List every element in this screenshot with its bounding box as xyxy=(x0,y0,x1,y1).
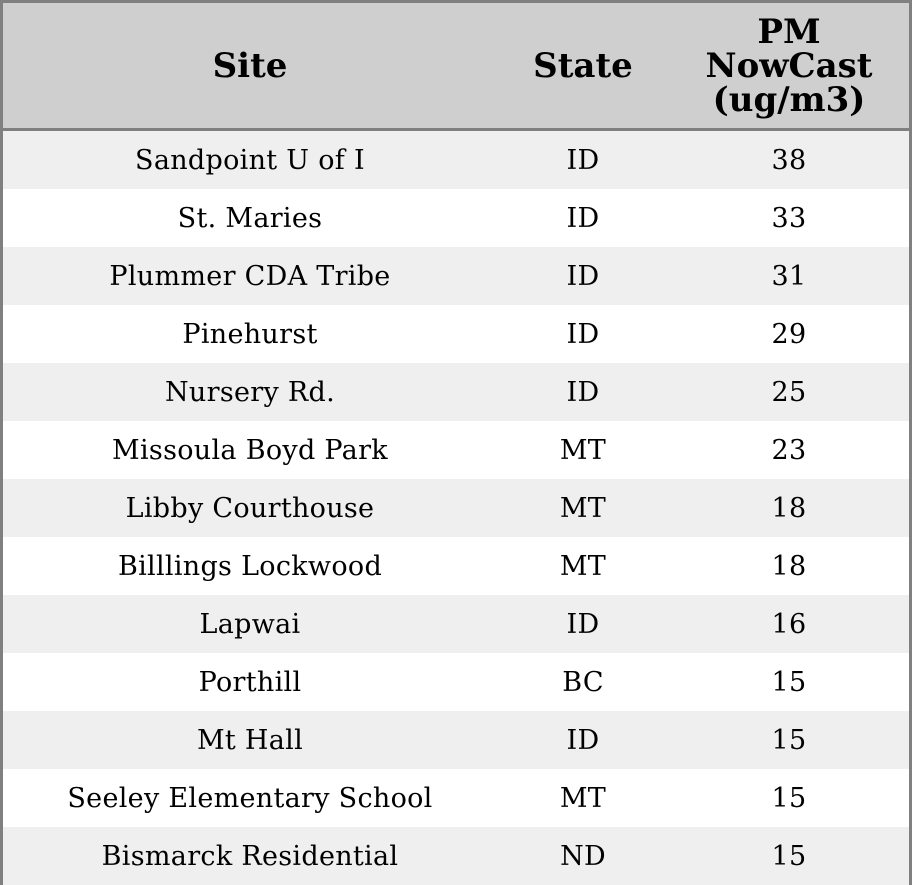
column-header-pm-nowcast-label: PM NowCast (ug/m3) xyxy=(705,11,873,120)
table-row xyxy=(3,827,909,885)
table-row xyxy=(3,247,909,305)
cell-state: MT xyxy=(497,769,669,827)
cell-state: ND xyxy=(497,827,669,885)
cell-state: ID xyxy=(497,595,669,653)
cell-pm-nowcast: 38 xyxy=(669,130,909,190)
cell-pm-nowcast: 29 xyxy=(669,305,909,363)
table-row xyxy=(3,421,909,479)
cell-site: Seeley Elementary School xyxy=(3,769,497,827)
cell-pm-nowcast: 33 xyxy=(669,189,909,247)
cell-state: ID xyxy=(497,130,669,190)
cell-pm-nowcast: 15 xyxy=(669,711,909,769)
cell-site: St. Maries xyxy=(3,189,497,247)
cell-pm-nowcast: 15 xyxy=(669,769,909,827)
cell-site: Nursery Rd. xyxy=(3,363,497,421)
table-row xyxy=(3,711,909,769)
cell-state: MT xyxy=(497,537,669,595)
column-header-state xyxy=(497,3,669,130)
table-row xyxy=(3,189,909,247)
cell-state: BC xyxy=(497,653,669,711)
cell-site: Bismarck Residential xyxy=(3,827,497,885)
cell-state: MT xyxy=(497,479,669,537)
cell-pm-nowcast: 23 xyxy=(669,421,909,479)
cell-pm-nowcast: 15 xyxy=(669,653,909,711)
cell-pm-nowcast: 18 xyxy=(669,479,909,537)
header-row xyxy=(3,3,909,130)
cell-pm-nowcast: 25 xyxy=(669,363,909,421)
cell-pm-nowcast: 16 xyxy=(669,595,909,653)
column-header-site-label: Site xyxy=(212,45,288,86)
cell-state: ID xyxy=(497,189,669,247)
column-header-pm-nowcast xyxy=(669,3,909,130)
cell-site: Plummer CDA Tribe xyxy=(3,247,497,305)
cell-site: Libby Courthouse xyxy=(3,479,497,537)
cell-state: ID xyxy=(497,363,669,421)
cell-state: ID xyxy=(497,711,669,769)
table-body xyxy=(3,130,909,885)
cell-pm-nowcast: 15 xyxy=(669,827,909,885)
cell-site: Porthill xyxy=(3,653,497,711)
table-row xyxy=(3,479,909,537)
table-row xyxy=(3,595,909,653)
column-header-site xyxy=(3,3,497,130)
table-row xyxy=(3,130,909,190)
cell-site: Missoula Boyd Park xyxy=(3,421,497,479)
cell-site: Sandpoint U of I xyxy=(3,130,497,190)
table-row xyxy=(3,363,909,421)
table-row xyxy=(3,769,909,827)
cell-site: Mt Hall xyxy=(3,711,497,769)
cell-state: ID xyxy=(497,247,669,305)
cell-state: ID xyxy=(497,305,669,363)
cell-site: Billlings Lockwood xyxy=(3,537,497,595)
table-header xyxy=(3,3,909,130)
column-header-state-label: State xyxy=(533,45,633,86)
cell-site: Pinehurst xyxy=(3,305,497,363)
cell-pm-nowcast: 31 xyxy=(669,247,909,305)
cell-site: Lapwai xyxy=(3,595,497,653)
cell-state: MT xyxy=(497,421,669,479)
table-row xyxy=(3,653,909,711)
table-row xyxy=(3,537,909,595)
pm-nowcast-table xyxy=(3,3,909,885)
cell-pm-nowcast: 18 xyxy=(669,537,909,595)
table-row xyxy=(3,305,909,363)
